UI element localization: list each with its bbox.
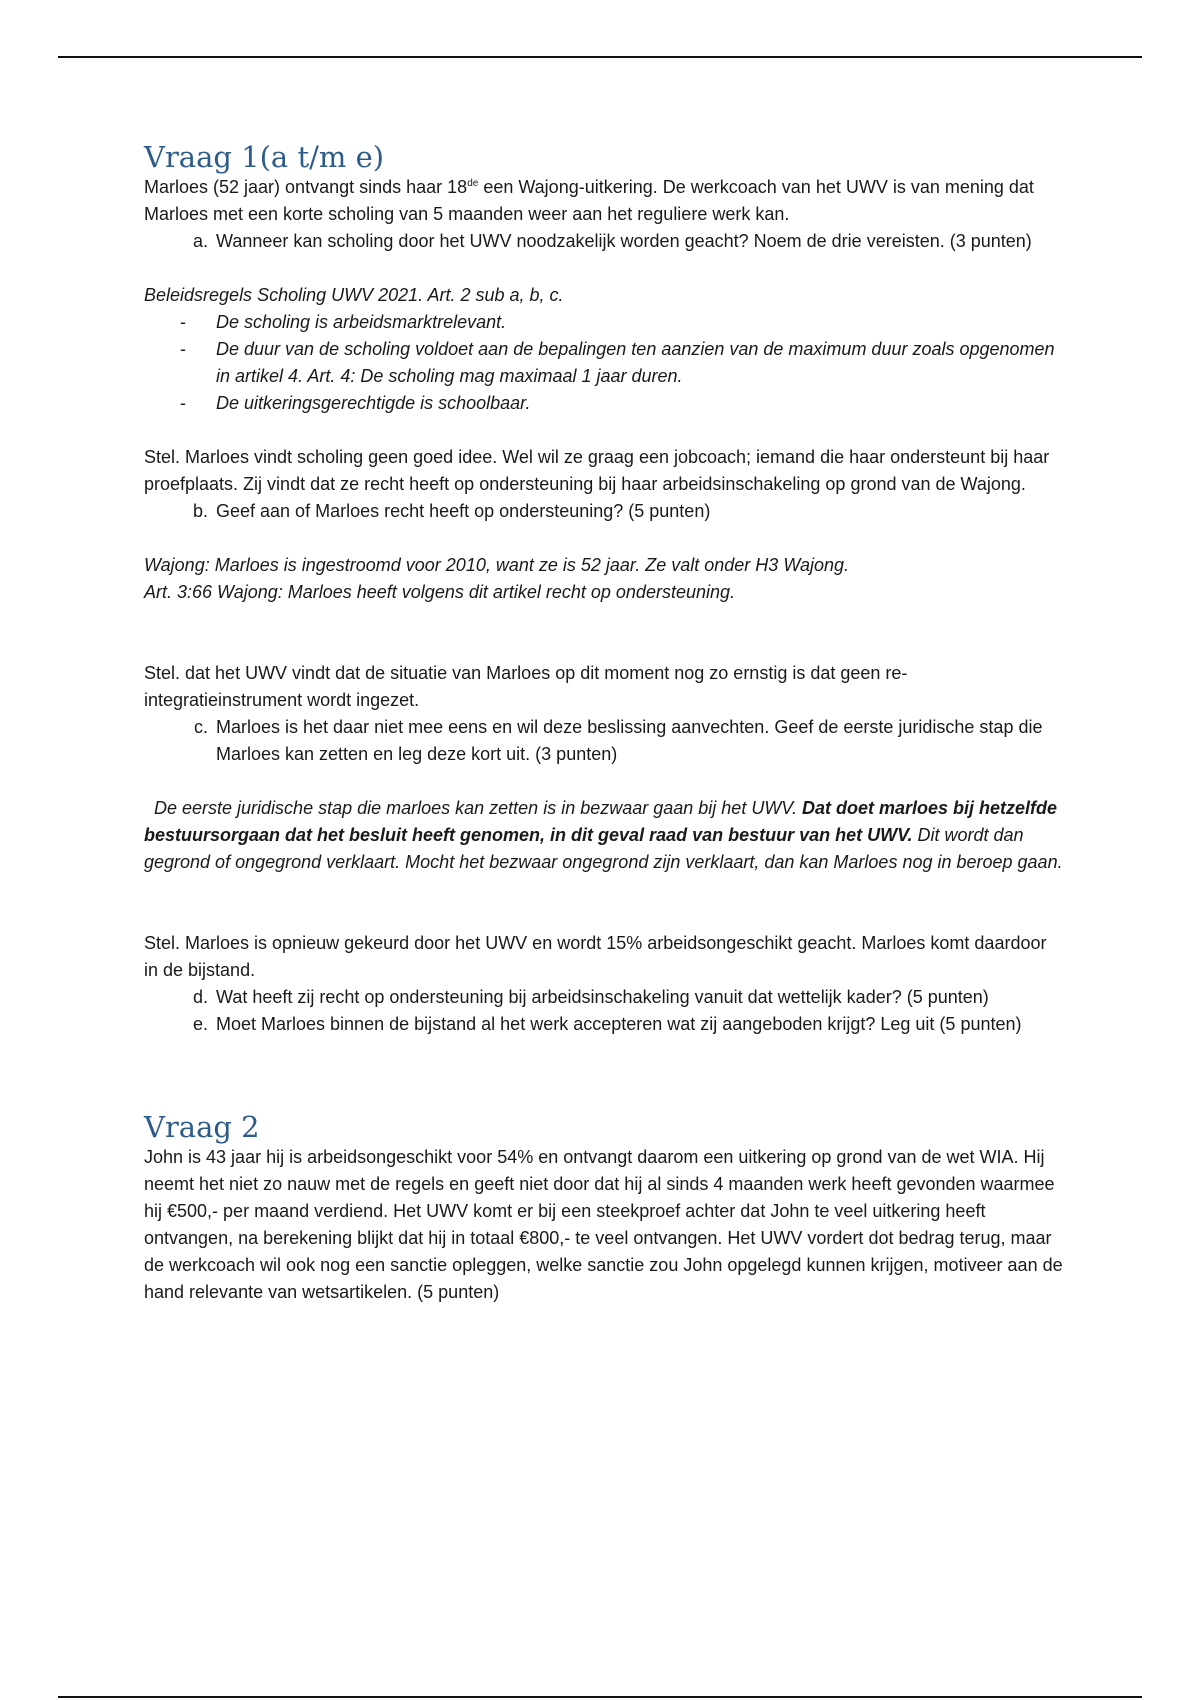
answer-1a-list bbox=[144, 309, 1064, 417]
question-1-title: Vraag 1(a t/m e) bbox=[144, 140, 385, 174]
question-1e bbox=[144, 1011, 1064, 1038]
scenario-1b: Stel. Marloes vindt scholing geen goed idee. Wel wil ze graag een jobcoach; iemand die haar ondersteunt bij haar proefplaats. Zij vindt dat ze recht heeft op ondersteuning bij haar arbeidsinschakeling op grond van de Wajong. bbox=[144, 447, 1050, 494]
list-item: - De scholing is arbeidsmarktrelevant. bbox=[180, 312, 507, 332]
question-2-title: Vraag 2 bbox=[144, 1110, 260, 1144]
question-marker: c. bbox=[193, 717, 208, 737]
scenario-1c: Stel. dat het UWV vindt dat de situatie van Marloes op dit moment nog zo ernstig is dat geen re-integratieinstrument wordt ingezet. bbox=[144, 663, 908, 710]
header-rule bbox=[58, 56, 1142, 58]
question-1b bbox=[144, 498, 1064, 525]
question-marker: a. bbox=[192, 231, 208, 251]
question-1b-list bbox=[144, 498, 1064, 525]
question-text: Geef aan of Marloes recht heeft op ondersteuning? (5 punten) bbox=[216, 501, 711, 521]
question-marker: e. bbox=[192, 1014, 208, 1034]
question-text: Wanneer kan scholing door het UWV noodzakelijk worden geacht? Noem de drie vereisten. (3 punten) bbox=[216, 231, 1032, 251]
question-marker: b. bbox=[192, 501, 208, 521]
question-2-text: John is 43 jaar hij is arbeidsongeschikt voor 54% en ontvangt daarom een uitkering op grond van de wet WIA. Hij neemt het niet zo nauw met de regels en geeft niet door dat hij al sinds 4 maanden werk heeft gevonden waarmee hij €500,- per maand verdiend. Het UWV komt er bij een steekproef achter dat John te veel uitkering heeft ontvangen, na berekening blijkt dat hij in totaal €800,- te veel ontvangen. Het UWV vordert dot bedrag terug, maar de werkcoach wil ook nog een sanctie opleggen, welke sanctie zou John opgelegd kunnen krijgen, motiveer aan de hand relevante van wetsartikelen. (5 punten) bbox=[144, 1147, 1063, 1302]
question-text: Marloes is het daar niet mee eens en wil deze beslissing aanvechten. Geef de eerste juridische stap die Marloes kan zetten en leg deze kort uit. (3 punten) bbox=[216, 717, 1043, 764]
question-1a bbox=[144, 228, 1064, 255]
list-item: - De duur van de scholing voldoet aan de bepalingen ten aanzien van de maximum duur zoals opgenomen in artikel 4. Art. 4: De scholing mag maximaal 1 jaar duren. bbox=[180, 339, 1055, 386]
answer-1c: De eerste juridische stap die marloes kan zetten is in bezwaar gaan bij het UWV. Dat doet marloes bij hetzelfde bestuursorgaan dat het besluit heeft genomen, in dit geval raad van bestuur van het UWV. Dit wordt dan gegrond of ongegrond verklaart. Mocht het bezwaar ongegrond zijn verklaart, dan kan Marloes nog in beroep gaan. bbox=[144, 798, 1063, 872]
answer-1b-line-2: Art. 3:66 Wajong: Marloes heeft volgens dit artikel recht op ondersteuning. bbox=[144, 582, 736, 602]
question-1c bbox=[144, 714, 1064, 768]
answer-1b-line-1: Wajong: Marloes is ingestroomd voor 2010, want ze is 52 jaar. Ze valt onder H3 Wajong. bbox=[144, 555, 850, 575]
question-1de-list bbox=[144, 984, 1064, 1038]
question-text: Moet Marloes binnen de bijstand al het werk accepteren wat zij aangeboden krijgt? Leg uit (5 punten) bbox=[216, 1014, 1022, 1034]
list-item: - De uitkeringsgerechtigde is schoolbaar. bbox=[180, 393, 531, 413]
question-1a-list bbox=[144, 228, 1064, 255]
question-1d bbox=[144, 984, 1064, 1011]
question-1c-list bbox=[144, 714, 1064, 768]
question-1-intro: Marloes (52 jaar) ontvangt sinds haar 18de een Wajong-uitkering. De werkcoach van het UWV is van mening dat Marloes met een korte scholing van 5 maanden weer aan het reguliere werk kan. bbox=[144, 177, 1034, 224]
answer-1a-intro: Beleidsregels Scholing UWV 2021. Art. 2 sub a, b, c. bbox=[144, 285, 564, 305]
footer-rule bbox=[58, 1696, 1142, 1698]
document-page bbox=[144, 140, 1064, 1306]
scenario-1de: Stel. Marloes is opnieuw gekeurd door het UWV en wordt 15% arbeidsongeschikt geacht. Marloes komt daardoor in de bijstand. bbox=[144, 933, 1047, 980]
question-marker: d. bbox=[192, 987, 208, 1007]
question-text: Wat heeft zij recht op ondersteuning bij arbeidsinschakeling vanuit dat wettelijk kader? (5 punten) bbox=[216, 987, 989, 1007]
